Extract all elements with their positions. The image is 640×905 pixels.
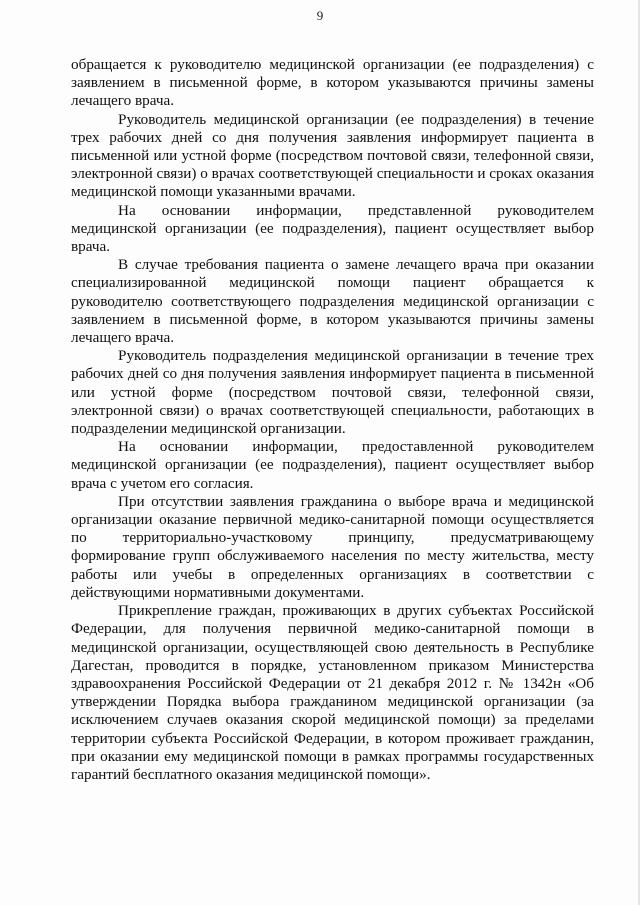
paragraph-department-head-informs: Руководитель подразделения медицинской организации в течение трех рабочих дней со дня получения заявления информирует пациента в письменной или устной форме (посредством почтовой связи, телефонной связи, электронной связи) о врачах соответствующей специальности, работающих в подразделении медицинской организации. <box>71 347 594 438</box>
paragraph-other-regions-attachment: Прикрепление граждан, проживающих в других субъектах Российской Федерации, для получения первичной медико-санитарной помощи в медицинской организации, осуществляющей свою деятельность в Республике Дагестан, проводится в порядке, установленном приказом Министерства здравоохранения Российской Федерации от 21 декабря 2012 г. № 1342н «Об утверждении Порядка выбора гражданином медицинской организации (за исключением случаев оказания скорой медицинской помощи) за пределами территории субъекта Российской Федерации, в котором проживает гражданин, при оказании ему медицинской помощи в рамках программы государственных гарантий бесплатного оказания медицинской помощи». <box>71 602 594 783</box>
paragraph-choice-with-consent: На основании информации, предоставленной руководителем медицинской организации (ее подразделения), пациент осуществляет выбор врача с учетом его согласия. <box>71 438 594 492</box>
paragraph-continuation: обращается к руководителю медицинской организации (ее подразделения) с заявлением в письменной форме, в котором указываются причины замены лечащего врача. <box>71 56 594 110</box>
paragraph-territorial-principle: При отсутствии заявления гражданина о выборе врача и медицинской организации оказание первичной медико-санитарной помощи осуществляется по территориально-участковому принципу, предусматривающему формирование групп обслуживаемого населения по месту жительства, месту работы или учебы в определенных организациях в соответствии с действующими нормативными документами. <box>71 492 594 601</box>
paragraph-head-informs-patient: Руководитель медицинской организации (ее подразделения) в течение трех рабочих дней со дня получения заявления информирует пациента в письменной или устной форме (посредством почтовой связи, телефонной связи, электронной связи) о врачах соответствующей специальности и сроках оказания медицинской помощи указанными врачами. <box>71 110 594 201</box>
page-number: 9 <box>316 8 324 23</box>
paragraph-patient-chooses-doctor: На основании информации, представленной руководителем медицинской организации (ее подразделения), пациент осуществляет выбор врача. <box>71 201 594 256</box>
document-body <box>71 56 594 784</box>
paragraph-specialized-care-replacement: В случае требования пациента о замене лечащего врача при оказании специализированной медицинской помощи пациент обращается к руководителю соответствующего подразделения медицинской организации с заявлением в письменной форме, в котором указываются причины замены лечащего врача. <box>71 256 594 347</box>
